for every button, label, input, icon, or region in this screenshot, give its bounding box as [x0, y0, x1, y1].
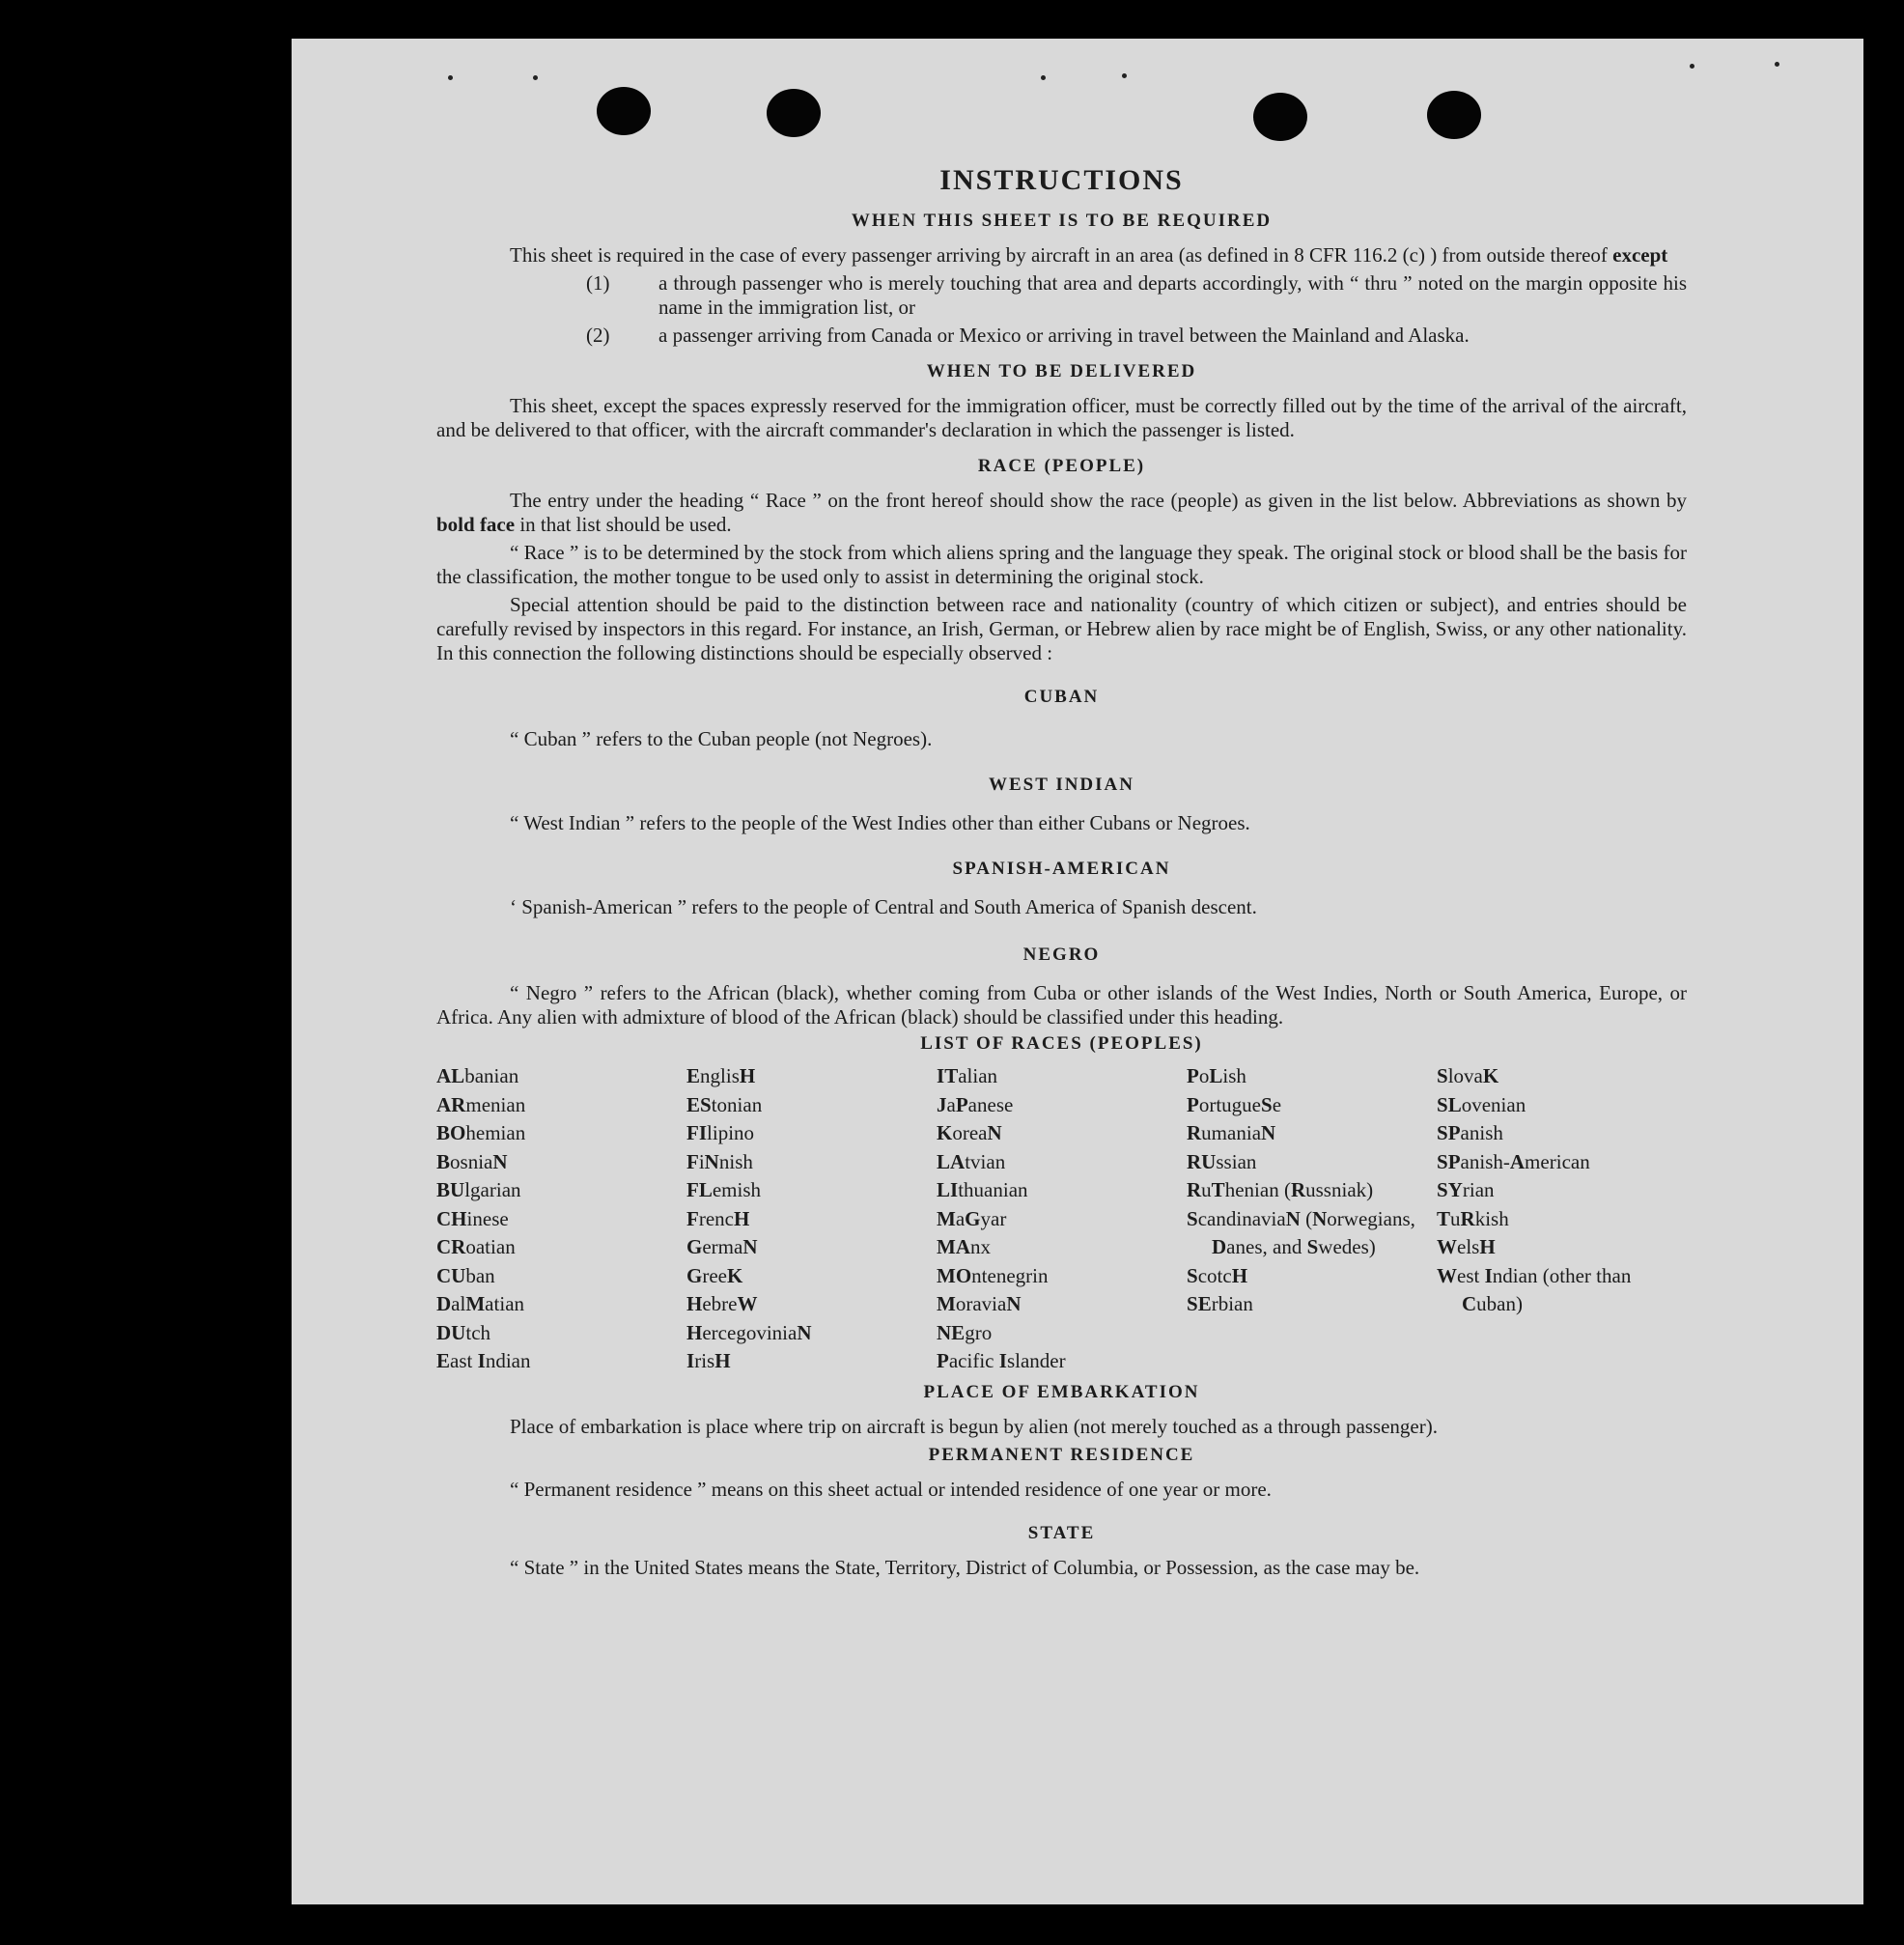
- list-item: [436, 271, 1687, 320]
- race-column: [1187, 1062, 1437, 1376]
- paragraph: “ Race ” is to be determined by the stock from which aliens spring and the language they speak. The original stock or blood shall be the basis for the classification, the mother tongue to be used only to assist in determining the original stock.: [436, 541, 1687, 588]
- race-item: SErbian: [1187, 1292, 1253, 1315]
- paragraph: This sheet, except the spaces expressly reserved for the immigration officer, must be correctly filled out by the time of the arrival of the aircraft, and be delivered to that officer, with the aircraft commander's declaration in which the passenger is listed.: [436, 394, 1687, 441]
- paragraph: [436, 489, 1687, 537]
- race-column: [436, 1062, 686, 1376]
- section-heading: PERMANENT RESIDENCE: [928, 1444, 1195, 1465]
- race-item: EStonian: [686, 1092, 763, 1116]
- section-heading: WEST INDIAN: [989, 775, 1134, 795]
- section-heading: RACE (PEOPLE): [977, 456, 1146, 476]
- punch-hole: [1253, 93, 1307, 141]
- list-item: [436, 324, 1687, 348]
- race-item: BosniaN: [436, 1149, 508, 1173]
- text: in that list should be used.: [519, 513, 732, 536]
- race-item: KoreaN: [937, 1121, 1002, 1144]
- race-item: CRoatian: [436, 1235, 516, 1258]
- paragraph: “ Negro ” refers to the African (black), whether coming from Cuba or other islands of the West Indies, North or South America, Europe, or Africa. Any alien with admixture of blood of the African (black) should be classified under this heading.: [436, 981, 1687, 1029]
- section-heading: NEGRO: [1022, 944, 1101, 965]
- instructions-content: [436, 164, 1687, 1584]
- paragraph: “ West Indian ” refers to the people of the West Indies other than either Cubans or Negroes.: [510, 811, 1250, 834]
- bold-text: bold face: [436, 513, 516, 536]
- race-item: ITalian: [937, 1064, 998, 1087]
- section-heading: SPANISH-AMERICAN: [952, 859, 1171, 879]
- section-heading: PLACE OF EMBARKATION: [923, 1381, 1200, 1402]
- race-item: ScotcH: [1187, 1263, 1248, 1287]
- race-item: LAtvian: [937, 1149, 1006, 1173]
- text: The entry under the heading “ Race ” on the front hereof should show the race (people) as given in the list below. Abbreviations as shown by: [510, 489, 1687, 512]
- speck: [1775, 62, 1779, 67]
- race-item: SYrian: [1437, 1178, 1495, 1201]
- speck: [448, 75, 453, 80]
- race-item: PoLish: [1187, 1064, 1246, 1087]
- race-item: DUtch: [436, 1320, 491, 1344]
- race-item: ScandinaviaN (Norwegians, Danes, and Swedes): [1187, 1206, 1415, 1258]
- speck: [1690, 64, 1694, 69]
- race-item: CHinese: [436, 1206, 509, 1230]
- race-item: MaGyar: [937, 1206, 1007, 1230]
- text: This sheet is required in the case of every passenger arriving by aircraft in an area (as defined in 8 CFR 116.2 (c) ) from outside thereof: [510, 243, 1608, 267]
- race-item: TuRkish: [1437, 1206, 1509, 1230]
- punch-hole: [597, 87, 651, 135]
- race-item: SPanish: [1437, 1121, 1503, 1144]
- race-item: SLovenian: [1437, 1092, 1526, 1116]
- punch-hole: [1427, 91, 1481, 139]
- paragraph: “ Permanent residence ” means on this sheet actual or intended residence of one year or more.: [510, 1477, 1272, 1501]
- paragraph: Place of embarkation is place where trip on aircraft is begun by alien (not merely touched as a through passenger).: [510, 1414, 1438, 1438]
- race-item: FrencH: [686, 1206, 750, 1230]
- race-item: RumaniaN: [1187, 1121, 1276, 1144]
- race-item: FLemish: [686, 1178, 762, 1201]
- item-text: a through passenger who is merely touching that area and departs accordingly, with “ thru ” noted on the margin opposite his name in the immigration list, or: [658, 271, 1687, 319]
- race-item: GreeK: [686, 1263, 743, 1287]
- race-item: SlovaK: [1437, 1064, 1499, 1087]
- document-sheet: [292, 39, 1863, 1904]
- paragraph: Special attention should be paid to the distinction between race and nationality (country of which citizen or subject), and entries should be carefully revised by inspectors in this regard. For instance, an Irish, German, or Hebrew alien by race might be of English, Swiss, or any other nationality. In this connection the following distinctions should be especially observed :: [436, 593, 1687, 664]
- paragraph: “ Cuban ” refers to the Cuban people (not Negroes).: [510, 727, 933, 750]
- race-item: FIlipino: [686, 1121, 755, 1144]
- paragraph: ‘ Spanish-American ” refers to the people of Central and South America of Spanish descent.: [510, 895, 1257, 918]
- item-text: a passenger arriving from Canada or Mexico or arriving in travel between the Mainland and Alaska.: [658, 324, 1470, 347]
- race-item: HercegoviniaN: [686, 1320, 812, 1344]
- speck: [1122, 73, 1127, 78]
- race-item: JaPanese: [937, 1092, 1014, 1116]
- section-heading: WHEN THIS SHEET IS TO BE REQUIRED: [851, 211, 1273, 231]
- race-column: [937, 1062, 1187, 1376]
- race-item: WelsH: [1437, 1235, 1496, 1258]
- race-column: [686, 1062, 937, 1376]
- race-item: BUlgarian: [436, 1178, 521, 1201]
- paragraph: [436, 243, 1687, 268]
- race-item: IrisH: [686, 1349, 731, 1372]
- race-item: RUssian: [1187, 1149, 1257, 1173]
- races-list: [436, 1062, 1687, 1376]
- race-item: CUban: [436, 1263, 495, 1287]
- race-item: DalMatian: [436, 1292, 525, 1315]
- race-item: NEgro: [937, 1320, 993, 1344]
- race-item: FiNnish: [686, 1149, 753, 1173]
- section-heading: LIST OF RACES (PEOPLES): [920, 1033, 1203, 1054]
- bold-text: except: [1612, 243, 1668, 267]
- race-item: RuThenian (Russniak): [1187, 1178, 1374, 1201]
- race-item: ALbanian: [436, 1064, 519, 1087]
- race-item: MAnx: [937, 1235, 991, 1258]
- race-item: BOhemian: [436, 1121, 526, 1144]
- race-item: East Indian: [436, 1349, 531, 1372]
- section-heading: STATE: [1027, 1522, 1096, 1543]
- race-item: SPanish-American: [1437, 1149, 1590, 1173]
- race-column: [1437, 1062, 1687, 1376]
- race-item: MOntenegrin: [937, 1263, 1049, 1287]
- race-item: PortugueSe: [1187, 1092, 1282, 1116]
- race-item: West Indian (other than Cuban): [1437, 1263, 1632, 1315]
- section-heading: WHEN TO BE DELIVERED: [926, 361, 1197, 381]
- speck: [1041, 75, 1046, 80]
- punch-hole: [767, 89, 821, 137]
- item-number: (2): [586, 324, 610, 347]
- race-item: GermaN: [686, 1235, 758, 1258]
- race-item: ARmenian: [436, 1092, 526, 1116]
- race-item: MoraviaN: [937, 1292, 1022, 1315]
- speck: [533, 75, 538, 80]
- item-number: (1): [586, 271, 610, 295]
- race-item: LIthuanian: [937, 1178, 1028, 1201]
- section-heading: CUBAN: [1023, 687, 1100, 707]
- race-item: Pacific Islander: [937, 1349, 1066, 1372]
- race-item: EnglisH: [686, 1064, 756, 1087]
- page-title: INSTRUCTIONS: [939, 164, 1184, 196]
- race-item: HebreW: [686, 1292, 758, 1315]
- paragraph: “ State ” in the United States means the State, Territory, District of Columbia, or Possession, as the case may be.: [510, 1555, 1420, 1579]
